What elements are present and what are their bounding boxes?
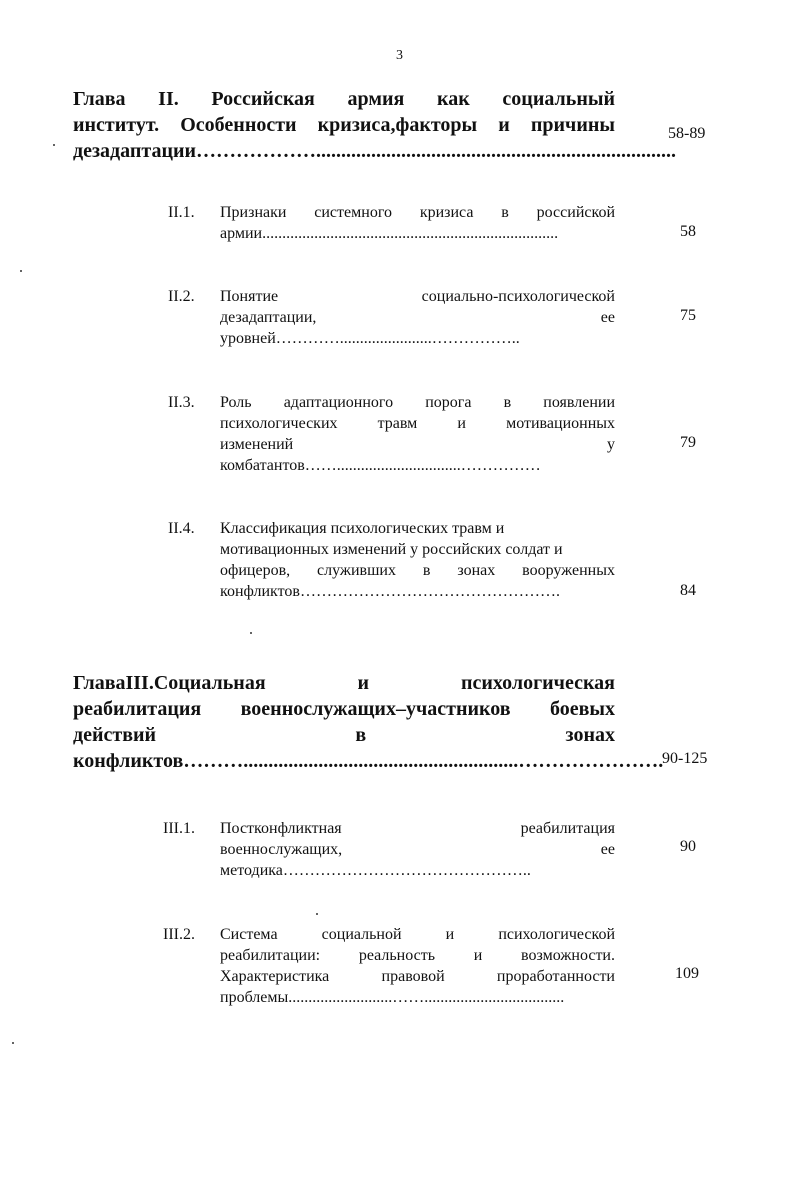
section-page: 58 bbox=[680, 223, 696, 240]
section-number: II.3. bbox=[168, 394, 195, 411]
section-page: 90 bbox=[680, 838, 696, 855]
section-line: армии.......................................................................... bbox=[220, 225, 559, 242]
section-title bbox=[220, 392, 615, 476]
section-number: III.1. bbox=[163, 820, 195, 837]
section-page: 75 bbox=[680, 307, 696, 324]
section-line: дезадаптации, ее bbox=[220, 309, 615, 326]
section-page: 109 bbox=[675, 965, 699, 982]
scan-speck bbox=[250, 632, 252, 634]
section-line: Роль адаптационного порога в появлении bbox=[220, 394, 615, 411]
section-line: Признаки системного кризиса в российской bbox=[220, 204, 615, 221]
section-line: проблемы..........................……................................... bbox=[220, 989, 565, 1006]
section-title bbox=[220, 202, 615, 244]
section-title bbox=[220, 518, 615, 602]
chapter-2-title bbox=[73, 86, 677, 164]
section-line: изменений у bbox=[220, 436, 615, 453]
section-title bbox=[220, 924, 615, 1008]
section-line: офицеров, служивших в зонах вооруженных bbox=[220, 562, 615, 579]
section-line: Классификация психологических травм и bbox=[220, 520, 505, 537]
section-line: методика……………………………………….. bbox=[220, 862, 531, 879]
chapter-2-line: институт. Особенности кризиса,факторы и причины bbox=[73, 114, 615, 136]
section-line: мотивационных изменений у российских солдат и bbox=[220, 541, 563, 558]
chapter-3-title bbox=[73, 670, 664, 774]
section-page: 79 bbox=[680, 434, 696, 451]
chapter-3-line: реабилитация военнослужащих–участников боевых bbox=[73, 698, 615, 720]
section-line: конфликтов…………………………………………. bbox=[220, 583, 560, 600]
section-line: комбатантов……...............................…………… bbox=[220, 457, 541, 474]
section-page: 84 bbox=[680, 582, 696, 599]
section-number: II.2. bbox=[168, 288, 195, 305]
section-line: Понятие социально-психологической bbox=[220, 288, 615, 305]
section-line: Система социальной и психологической bbox=[220, 926, 615, 943]
section-line: военнослужащих, ее bbox=[220, 841, 615, 858]
section-number: III.2. bbox=[163, 926, 195, 943]
page-number: 3 bbox=[396, 48, 403, 63]
chapter-2-line: Глава II. Российская армия как социальный bbox=[73, 88, 615, 110]
scan-speck bbox=[20, 270, 22, 272]
section-number: II.1. bbox=[168, 204, 195, 221]
section-line: уровней………….......................…………….. bbox=[220, 330, 520, 347]
chapter-3-page: 90-125 bbox=[662, 750, 708, 767]
chapter-3-line: конфликтов……….......................................................…………………. bbox=[73, 750, 664, 772]
section-line: Характеристика правовой проработанности bbox=[220, 968, 615, 985]
scan-speck bbox=[53, 144, 55, 146]
section-line: реабилитации: реальность и возможности. bbox=[220, 947, 615, 964]
section-title bbox=[220, 286, 615, 349]
section-number: II.4. bbox=[168, 520, 195, 537]
scan-speck bbox=[12, 1042, 14, 1044]
chapter-2-page: 58-89 bbox=[668, 125, 706, 142]
chapter-3-line: ГлаваIII.Социальная и психологическая bbox=[73, 672, 615, 694]
section-line: психологических травм и мотивационных bbox=[220, 415, 615, 432]
section-title bbox=[220, 818, 615, 881]
scan-speck bbox=[316, 913, 318, 915]
chapter-2-line: дезадаптации………………........................................................................ bbox=[73, 140, 677, 162]
section-line: Постконфликтная реабилитация bbox=[220, 820, 615, 837]
chapter-3-line: действий в зонах bbox=[73, 724, 615, 746]
